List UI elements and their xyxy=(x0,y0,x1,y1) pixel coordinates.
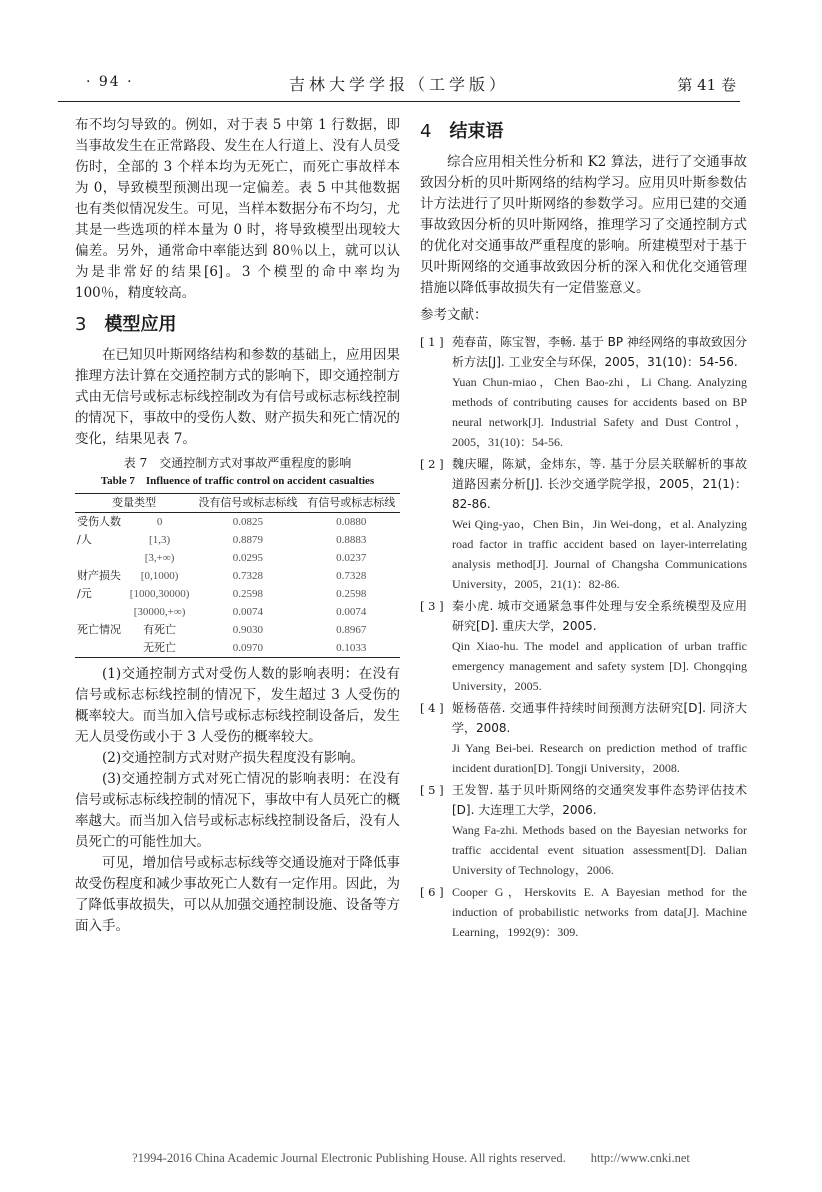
table-row xyxy=(75,621,400,639)
page-number: · 94 · xyxy=(86,74,134,90)
paragraph: (2)交通控制方式对财产损失程度没有影响。 xyxy=(102,750,365,766)
reference-text-en: Yuan Chun-miao，Chen Bao-zhi，Li Chang. Analyzing methods of contributing causes for accidents based on BP neural network[J]. Industrial Safety and Dust Control，2005，31(10)：54-56. xyxy=(452,375,747,449)
reference-number: [ 3 ] xyxy=(420,599,444,613)
right-column xyxy=(420,115,747,944)
reference-text-en: Cooper G，Herskovits E. A Bayesian method for the induction of probabilistic networks from data[J]. Machine Learning，1992(9)：309. xyxy=(452,885,747,939)
reference-text-en: Ji Yang Bei-bei. Research on prediction method of traffic incident duration[D]. Tongji University，2008. xyxy=(452,741,747,775)
table-cell: 0.0970 xyxy=(193,639,302,658)
reference-number: [ 1 ] xyxy=(420,335,444,349)
table-caption-en: Table 7 Influence of traffic control on accident casualties xyxy=(100,475,375,487)
table-cell: 0.1033 xyxy=(302,639,400,658)
reference-item xyxy=(420,698,747,778)
table-row xyxy=(75,603,400,621)
table-header-cell: 变量类型 xyxy=(75,494,193,513)
section-title: 结束语 xyxy=(449,121,504,142)
paragraph: 布不均匀导致的。例如，对于表 5 中第 1 行数据，即当事故发生在正常路段、发生在人行道上、没有人员受伤时，全部的 3 个样本均为无死亡，而死亡事故样本为 0，导致模型预测出现一定偏差。表 5 中其他数据也有类似情况发生。可见，当样本数据分布不均匀，尤其是一些选项的样本量为 0 时，将导致模型出现较大偏差。另外，通常命中率能达到 80％以上，就可以认为是非常好的结果[6]。3 个模型的命中率均为 100％，精度较高。 xyxy=(75,117,400,301)
table-row xyxy=(75,585,400,603)
table-7 xyxy=(75,493,400,658)
section-number: 3 xyxy=(75,314,87,335)
reference-number: [ 2 ] xyxy=(420,457,444,471)
reference-text-cn: 王发智. 基于贝叶斯网络的交通突发事件态势评估技术[D]. 大连理工大学，2006. xyxy=(452,783,747,817)
reference-item xyxy=(420,882,747,942)
table-cell: 有死亡 xyxy=(143,623,177,636)
table-cell xyxy=(75,639,126,658)
journal-title: 吉林大学学报（工学版） xyxy=(288,75,509,94)
table-cell: /人 xyxy=(77,533,92,546)
table-cell: 0.0074 xyxy=(336,606,367,618)
paragraph: 综合应用相关性分析和 K2 算法，进行了交通事故致因分析的贝叶斯网络的结构学习。应用贝叶斯参数估计方法进行了贝叶斯网络的参数学习。应用已建的交通事故致因分析的贝叶斯网络，推理学习了交通控制方式的优化对交通事故严重程度的影响。所建模型对于基于贝叶斯网络的交通事故致因分析的深入和优化交通管理措施以降低事故损失有一定借鉴意义。 xyxy=(420,154,747,296)
table-cell: 0.2598 xyxy=(336,588,367,600)
table-cell: [1000,30000) xyxy=(129,588,190,600)
table-cell: /元 xyxy=(77,587,92,600)
table-header-cell: 没有信号或标志标线 xyxy=(193,494,302,513)
left-column xyxy=(75,115,400,937)
reference-number: [ 4 ] xyxy=(420,701,444,715)
table-cell: 0 xyxy=(156,516,163,528)
table-cell: 0.0880 xyxy=(336,516,367,528)
reference-item xyxy=(420,596,747,696)
reference-text-en: Qin Xiao-hu. The model and application of urban traffic emergency management and safety system [D]. Chongqing University，2005. xyxy=(452,639,747,693)
reference-text-cn: 苑春苗，陈宝智，李畅. 基于 BP 神经网络的事故致因分析方法[J]. 工业安全与环保，2005，31(10)：54-56. xyxy=(452,335,747,369)
paragraph: 在已知贝叶斯网络结构和参数的基础上，应用因果推理方法计算在交通控制方式的影响下，即交通控制方式由无信号或标志标线控制改为有信号或标志标线控制的情况下，事故中的受伤人数、财产损失和死亡情况的变化，结果见表 7。 xyxy=(75,347,400,447)
paragraph: 可见，增加信号或标志标线等交通设施对于降低事故受伤程度和减少事故死亡人数有一定作用。因此，为了降低事故损失，可以从加强交通控制设施、设备等方面入手。 xyxy=(75,855,400,934)
header-rule xyxy=(58,101,740,102)
table-cell: 死亡情况 xyxy=(77,623,121,636)
table-header-cell: 有信号或标志标线 xyxy=(302,494,400,513)
paragraph: (1)交通控制方式对受伤人数的影响表明：在没有信号或标志标线控制的情况下，发生超过 3 人受伤的概率较大。而当加入信号或标志标线控制设备后，发生无人员受伤或小于 3 人受伤的概率较大。 xyxy=(75,666,400,745)
table-cell: 0.7328 xyxy=(336,570,367,582)
table-row xyxy=(75,513,400,532)
page-header xyxy=(58,72,740,98)
section-heading-4 xyxy=(420,121,747,142)
table-cell: [3,+∞) xyxy=(144,552,175,564)
reference-item xyxy=(420,454,747,594)
table-cell: 0.0237 xyxy=(336,552,367,564)
table-cell: 0.9030 xyxy=(232,624,263,636)
copyright-footer: ?1994-2016 China Academic Journal Electronic Publishing House. All rights reserved. http://www.cnki.net xyxy=(132,1151,690,1165)
table-caption-cn: 表 7 交通控制方式对事故严重程度的影响 xyxy=(123,456,352,470)
references-heading: 参考文献： xyxy=(420,307,488,323)
table-cell: [0,1000) xyxy=(140,570,179,582)
reference-item xyxy=(420,332,747,452)
volume-label: 第 41 卷 xyxy=(677,76,736,94)
reference-text-en: Wang Fa-zhi. Methods based on the Bayesian networks for traffic accidental event situation assessment[D]. Dalian University of Technology，2006. xyxy=(452,823,747,877)
reference-text-cn: 秦小虎. 城市交通紧急事件处理与安全系统模型及应用研究[D]. 重庆大学，2005. xyxy=(452,599,747,633)
table-cell: [30000,+∞) xyxy=(133,606,186,618)
section-heading-3 xyxy=(75,314,400,335)
reference-text-cn: 姬杨蓓蓓. 交通事件持续时间预测方法研究[D]. 同济大学，2008. xyxy=(452,701,747,735)
table-cell xyxy=(75,603,126,621)
table-cell: 0.2598 xyxy=(232,588,263,600)
table-cell: 0.8967 xyxy=(336,624,367,636)
table-cell: 0.0825 xyxy=(232,516,263,528)
reference-list xyxy=(420,332,747,942)
table-cell: [1,3) xyxy=(149,534,171,546)
table-row xyxy=(75,639,400,658)
paragraph: (3)交通控制方式对死亡情况的影响表明：在没有信号或标志标线控制的情况下，事故中有人员死亡的概率越大。而当加入信号或标志标线控制设备后，没有人员死亡的可能性加大。 xyxy=(75,771,400,850)
reference-text-en: Wei Qing-yao，Chen Bin，Jin Wei-dong，et al. Analyzing road factor in traffic accident based on layer-interrelating analysis method[J]. Journal of Changsha Communications University，2005，21(1)：82-86. xyxy=(452,517,747,591)
table-cell: 0.8879 xyxy=(232,534,263,546)
section-number: 4 xyxy=(420,121,432,142)
reference-text-cn: 魏庆曜，陈斌，金炜东，等. 基于分层关联解析的事故道路因素分析[J]. 长沙交通学院学报，2005，21(1)：82-86. xyxy=(452,457,747,511)
table-cell: 0.0074 xyxy=(232,606,263,618)
reference-number: [ 6 ] xyxy=(420,885,444,899)
table-cell: 0.8883 xyxy=(336,534,367,546)
reference-number: [ 5 ] xyxy=(420,783,444,797)
table-cell: 0.7328 xyxy=(232,570,263,582)
table-row xyxy=(75,549,400,567)
table-cell: 受伤人数 xyxy=(77,515,121,528)
table-row xyxy=(75,567,400,585)
table-row xyxy=(75,531,400,549)
section-title: 模型应用 xyxy=(104,314,177,335)
table-cell: 0.0295 xyxy=(232,552,263,564)
table-cell: 财产损失 xyxy=(77,569,121,582)
table-cell xyxy=(75,549,126,567)
table-cell: 无死亡 xyxy=(126,639,193,658)
reference-item xyxy=(420,780,747,880)
